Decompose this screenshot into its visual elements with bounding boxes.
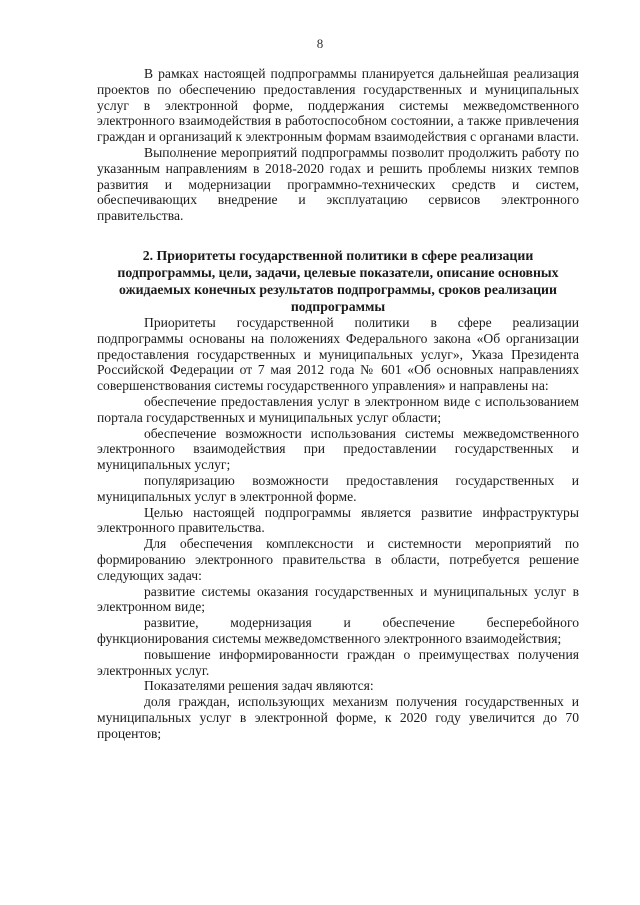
paragraph: повышение информированности граждан о преимуществах получения электронных услуг. — [97, 646, 579, 678]
paragraph: доля граждан, использующих механизм получения государственных и муниципальных услуг в электронной форме, к 2020 году увеличится до 70 процентов; — [97, 694, 579, 741]
paragraph: обеспечение возможности использования системы межведомственного электронного взаимодействия при предоставлении государственных и муниципальных услуг; — [97, 425, 579, 473]
paragraph: популяризацию возможности предоставления государственных и муниципальных услуг в электронной форме. — [97, 472, 579, 504]
document-body — [97, 66, 579, 741]
section-heading: 2. Приоритеты государственной политики в сфере реализации подпрограммы, цели, задачи, целевые показатели, описание основных ожидаемых конечных результатов подпрограммы, сроков реализации подпрограммы — [117, 247, 559, 314]
page-number: 8 — [316, 36, 324, 51]
paragraph: Выполнение мероприятий подпрограммы позволит продолжить работу по указанным направлениям в 2018-2020 годах и решить проблемы низких темпов развития и модернизации программно-технических средств и систем, обеспечивающих внедрение и эксплуатацию сервисов электронного правительства. — [97, 144, 579, 224]
paragraph: Целью настоящей подпрограммы является развитие инфраструктуры электронного правительства. — [97, 504, 579, 536]
paragraph: обеспечение предоставления услуг в электронном виде с использованием портала государственных и муниципальных услуг области; — [97, 393, 579, 425]
paragraph: развитие, модернизация и обеспечение бесперебойного функционирования системы межведомственного электронного взаимодействия; — [97, 615, 579, 646]
paragraph: Показателями решения задач являются: — [144, 678, 374, 694]
paragraph: Приоритеты государственной политики в сфере реализации подпрограммы основаны на положениях Федерального закона «Об организации предоставления государственных и муниципальных услуг», Указа Президента Российской Федерации от 7 мая 2012 года № 601 «Об основных направлениях совершенствования системы государственного управления» и направлены на: — [97, 314, 579, 394]
paragraph: Для обеспечения комплексности и системности мероприятий по формированию электронного правительства в области, потребуется решение следующих задач: — [97, 536, 579, 583]
paragraph: развитие системы оказания государственных и муниципальных услуг в электронном виде; — [97, 583, 579, 615]
paragraph: В рамках настоящей подпрограммы планируется дальнейшая реализация проектов по обеспечению предоставления государственных и муниципальных услуг в электронной форме, поддержания системы межведомственного электронного взаимодействия в работоспособном состоянии, а также привлечения граждан и организаций к электронным формам взаимодействия с органами власти. — [97, 66, 580, 145]
